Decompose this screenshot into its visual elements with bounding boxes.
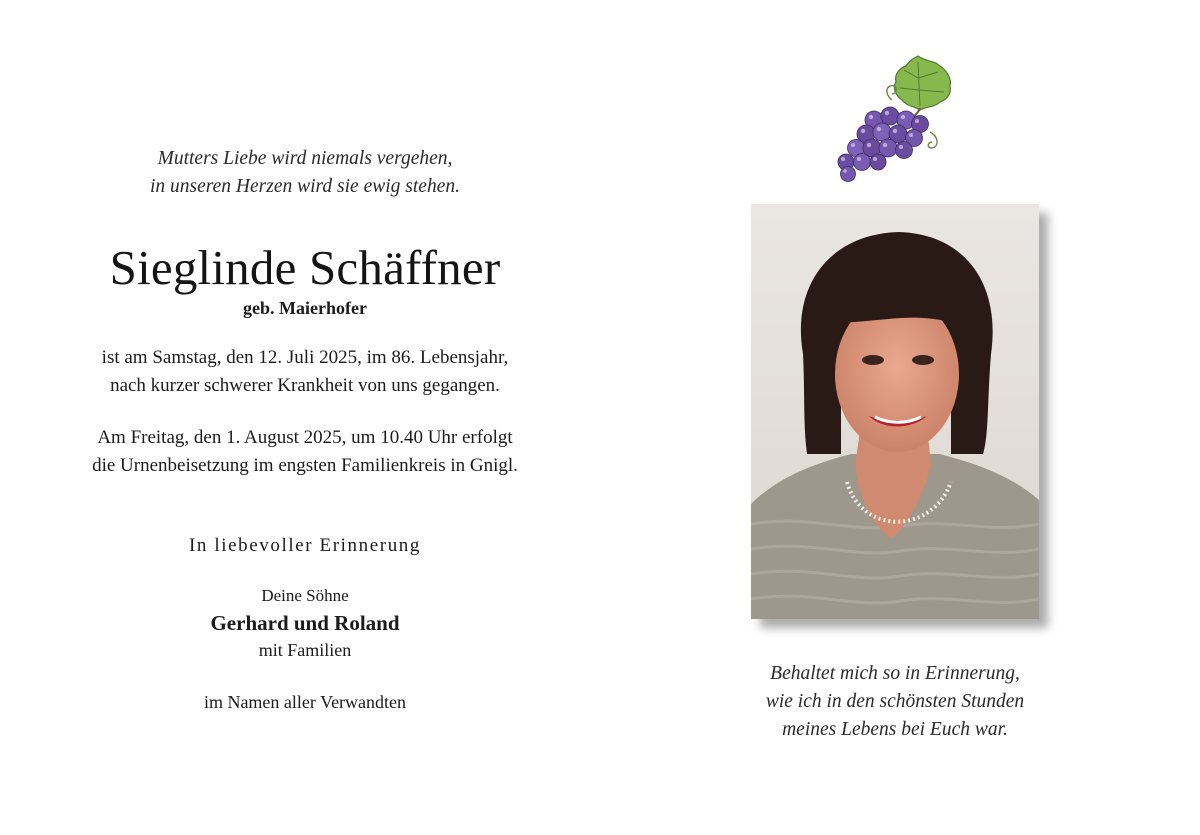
relatives-line: im Namen aller Verwandten: [203, 692, 407, 712]
funeral-announcement: [40, 424, 570, 480]
death-announcement: [40, 344, 570, 400]
grapes-icon: [826, 48, 966, 188]
closing-quote-line-2: wie ich in den schönsten Stunden: [765, 691, 1025, 712]
deceased-name: Sieglinde Schäffner: [109, 240, 501, 295]
opening-quote-line-2: in unseren Herzen wird sie ewig stehen.: [150, 176, 460, 197]
sons-names: Gerhard und Roland: [210, 611, 400, 635]
funeral-announcement-line-2: die Urnenbeisetzung im engsten Familienkreis in Gnigl.: [92, 455, 518, 476]
death-announcement-line-2: nach kurzer schwerer Krankheit von uns gegangen.: [110, 375, 500, 396]
opening-quote: [40, 145, 570, 201]
funeral-announcement-line-1: Am Freitag, den 1. August 2025, um 10.40 Uhr erfolgt: [97, 427, 513, 448]
closing-quote-line-3: meines Lebens bei Euch war.: [782, 719, 1008, 740]
memory-line: In liebevoller Erinnerung: [188, 535, 422, 556]
maiden-name: geb. Maierhofer: [243, 298, 367, 318]
death-announcement-line-1: ist am Samstag, den 12. Juli 2025, im 86. Lebensjahr,: [101, 347, 509, 368]
opening-quote-line-1: Mutters Liebe wird niemals vergehen,: [157, 148, 453, 169]
closing-quote: [700, 660, 1090, 744]
sons-label: Deine Söhne: [261, 586, 349, 605]
portrait-photo: [751, 204, 1039, 619]
families-line: mit Familien: [258, 640, 352, 660]
closing-quote-line-1: Behaltet mich so in Erinnerung,: [770, 663, 1020, 684]
